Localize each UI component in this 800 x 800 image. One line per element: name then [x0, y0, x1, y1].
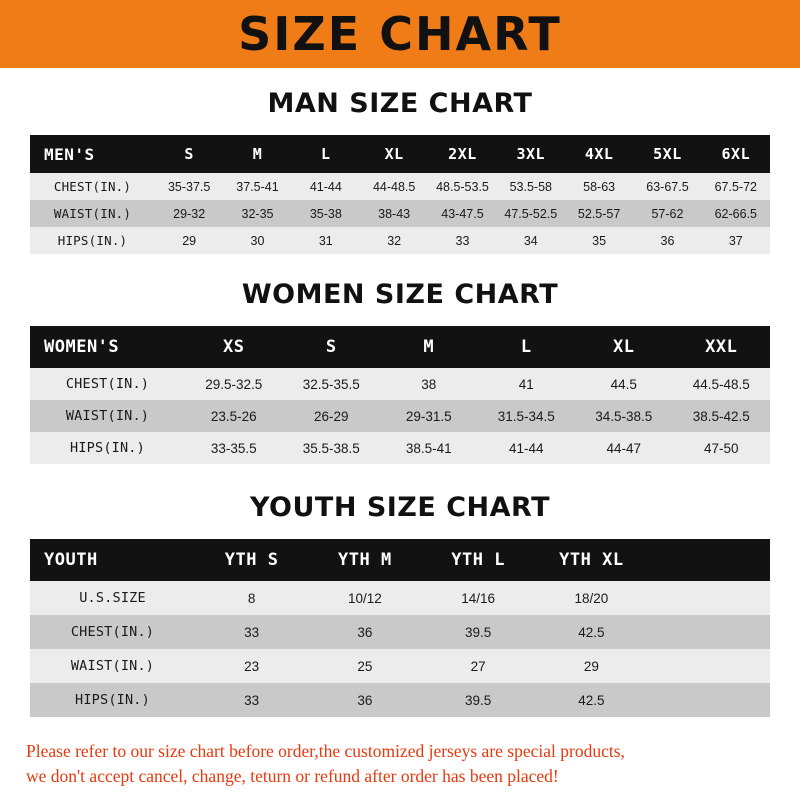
table-header-row — [30, 326, 770, 368]
cell: 39.5 — [422, 615, 535, 649]
man-header-m: M — [223, 135, 291, 173]
cell: 42.5 — [535, 615, 648, 649]
cell: 57-62 — [633, 200, 701, 227]
cell: 33 — [195, 683, 308, 717]
cell-spacer — [648, 649, 770, 683]
row-label: WAIST(IN.) — [30, 400, 185, 432]
footer-note — [26, 739, 774, 790]
cell: 63-67.5 — [633, 173, 701, 200]
table-row — [30, 649, 770, 683]
cell: 8 — [195, 581, 308, 615]
row-label: WAIST(IN.) — [30, 200, 155, 227]
cell: 23 — [195, 649, 308, 683]
man-header-label: MEN'S — [30, 135, 155, 173]
man-size-table — [30, 135, 770, 254]
cell: 10/12 — [308, 581, 421, 615]
cell: 26-29 — [283, 400, 381, 432]
cell: 35 — [565, 227, 633, 254]
row-label: CHEST(IN.) — [30, 173, 155, 200]
table-row — [30, 173, 770, 200]
women-header-xs: XS — [185, 326, 283, 368]
women-table-wrapper — [30, 326, 770, 464]
cell-spacer — [648, 683, 770, 717]
cell: 30 — [223, 227, 291, 254]
cell: 31 — [292, 227, 360, 254]
cell: 52.5-57 — [565, 200, 633, 227]
cell: 38 — [380, 368, 478, 400]
cell: 39.5 — [422, 683, 535, 717]
cell-spacer — [648, 581, 770, 615]
cell: 29 — [155, 227, 223, 254]
cell-spacer — [648, 615, 770, 649]
row-label: CHEST(IN.) — [30, 615, 195, 649]
cell: 44.5-48.5 — [673, 368, 771, 400]
cell: 41-44 — [292, 173, 360, 200]
cell: 38.5-41 — [380, 432, 478, 464]
table-row — [30, 683, 770, 717]
row-label: WAIST(IN.) — [30, 649, 195, 683]
cell: 23.5-26 — [185, 400, 283, 432]
youth-size-table — [30, 539, 770, 717]
cell: 47.5-52.5 — [497, 200, 565, 227]
women-header-s: S — [283, 326, 381, 368]
cell: 29-31.5 — [380, 400, 478, 432]
row-label: HIPS(IN.) — [30, 227, 155, 254]
cell: 38-43 — [360, 200, 428, 227]
table-row — [30, 400, 770, 432]
women-header-label: WOMEN'S — [30, 326, 185, 368]
cell: 33 — [428, 227, 496, 254]
cell: 33 — [195, 615, 308, 649]
women-size-table — [30, 326, 770, 464]
man-header-2xl: 2XL — [428, 135, 496, 173]
cell: 34 — [497, 227, 565, 254]
cell: 32 — [360, 227, 428, 254]
youth-header-l: YTH L — [422, 539, 535, 581]
women-header-xl: XL — [575, 326, 673, 368]
man-table-head — [30, 135, 770, 173]
cell: 35.5-38.5 — [283, 432, 381, 464]
women-section-title: WOMEN SIZE CHART — [241, 279, 559, 310]
table-row — [30, 227, 770, 254]
youth-table-head — [30, 539, 770, 581]
table-row — [30, 368, 770, 400]
footer-note-line-2: we don't accept cancel, change, teturn or refund after order has been placed! — [26, 766, 559, 787]
cell: 43-47.5 — [428, 200, 496, 227]
man-header-4xl: 4XL — [565, 135, 633, 173]
cell: 53.5-58 — [497, 173, 565, 200]
youth-table-body — [30, 581, 770, 717]
footer-note-line-1: Please refer to our size chart before order,the customized jerseys are special products, — [26, 741, 625, 761]
cell: 47-50 — [673, 432, 771, 464]
cell: 34.5-38.5 — [575, 400, 673, 432]
cell: 25 — [308, 649, 421, 683]
women-header-m: M — [380, 326, 478, 368]
youth-header-xl: YTH XL — [535, 539, 648, 581]
cell: 42.5 — [535, 683, 648, 717]
youth-section-title: YOUTH SIZE CHART — [249, 492, 551, 523]
row-label: U.S.SIZE — [30, 581, 195, 615]
table-header-row — [30, 135, 770, 173]
youth-header-spacer — [648, 539, 770, 581]
women-table-head — [30, 326, 770, 368]
page-title: SIZE CHART — [238, 7, 562, 61]
cell: 37 — [702, 227, 770, 254]
cell: 36 — [308, 615, 421, 649]
youth-table-wrapper — [30, 539, 770, 717]
cell: 48.5-53.5 — [428, 173, 496, 200]
man-section-title: MAN SIZE CHART — [267, 88, 533, 119]
cell: 41-44 — [478, 432, 576, 464]
cell: 29 — [535, 649, 648, 683]
cell: 29-32 — [155, 200, 223, 227]
man-table-body — [30, 173, 770, 254]
row-label: HIPS(IN.) — [30, 683, 195, 717]
cell: 58-63 — [565, 173, 633, 200]
youth-header-label: YOUTH — [30, 539, 195, 581]
cell: 36 — [308, 683, 421, 717]
women-header-l: L — [478, 326, 576, 368]
cell: 62-66.5 — [702, 200, 770, 227]
cell: 27 — [422, 649, 535, 683]
table-row — [30, 581, 770, 615]
cell: 44.5 — [575, 368, 673, 400]
table-header-row — [30, 539, 770, 581]
cell: 35-38 — [292, 200, 360, 227]
women-header-xxl: XXL — [673, 326, 771, 368]
table-row — [30, 615, 770, 649]
table-row — [30, 432, 770, 464]
cell: 18/20 — [535, 581, 648, 615]
cell: 32.5-35.5 — [283, 368, 381, 400]
row-label: HIPS(IN.) — [30, 432, 185, 464]
header-band — [0, 0, 800, 68]
cell: 67.5-72 — [702, 173, 770, 200]
cell: 33-35.5 — [185, 432, 283, 464]
man-header-5xl: 5XL — [633, 135, 701, 173]
table-row — [30, 200, 770, 227]
cell: 14/16 — [422, 581, 535, 615]
man-header-6xl: 6XL — [702, 135, 770, 173]
cell: 35-37.5 — [155, 173, 223, 200]
man-header-xl: XL — [360, 135, 428, 173]
cell: 38.5-42.5 — [673, 400, 771, 432]
cell: 31.5-34.5 — [478, 400, 576, 432]
row-label: CHEST(IN.) — [30, 368, 185, 400]
man-table-wrapper — [30, 135, 770, 254]
cell: 44-47 — [575, 432, 673, 464]
women-table-body — [30, 368, 770, 464]
cell: 37.5-41 — [223, 173, 291, 200]
man-header-s: S — [155, 135, 223, 173]
man-header-3xl: 3XL — [497, 135, 565, 173]
cell: 32-35 — [223, 200, 291, 227]
man-header-l: L — [292, 135, 360, 173]
cell: 41 — [478, 368, 576, 400]
cell: 29.5-32.5 — [185, 368, 283, 400]
cell: 36 — [633, 227, 701, 254]
youth-header-m: YTH M — [308, 539, 421, 581]
youth-header-s: YTH S — [195, 539, 308, 581]
cell: 44-48.5 — [360, 173, 428, 200]
